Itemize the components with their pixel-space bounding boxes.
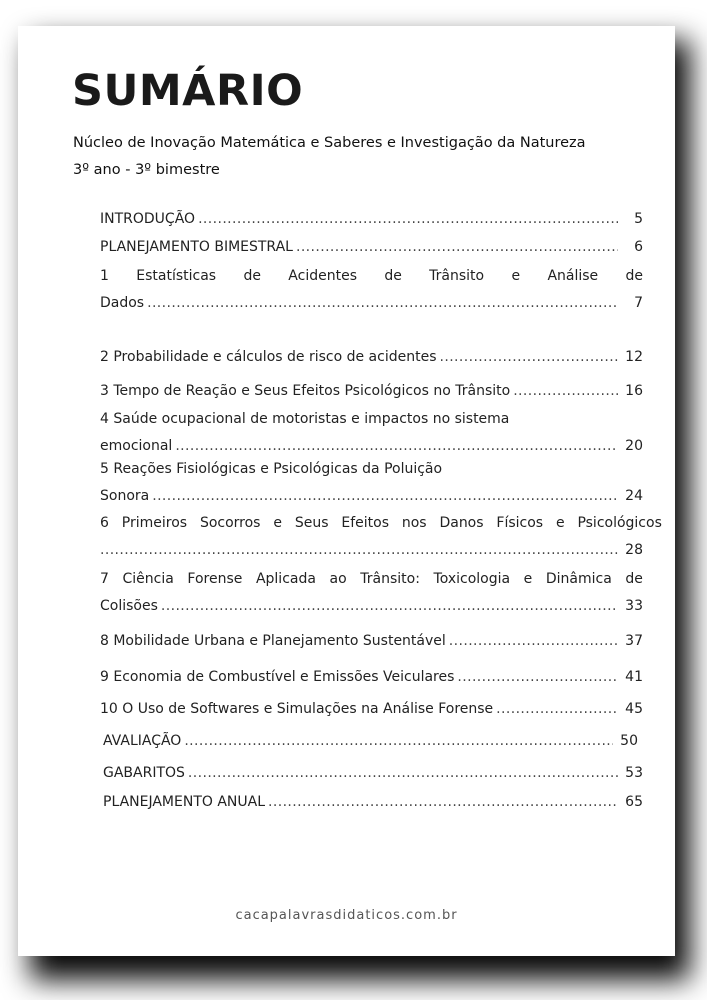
- toc-entry-item-1[interactable]: [100, 263, 643, 317]
- dot-leader: [457, 664, 618, 691]
- toc-word: e: [555, 515, 565, 531]
- toc-page-number: 12: [625, 349, 643, 365]
- toc-entry-item-5[interactable]: [100, 456, 643, 510]
- toc-entry-item-6[interactable]: [100, 510, 662, 564]
- dot-leader: [100, 537, 618, 564]
- toc-word: Ciência: [122, 571, 174, 587]
- toc-label: GABARITOS: [103, 765, 185, 781]
- toc-page-number: 16: [625, 383, 643, 399]
- dot-leader: [161, 593, 618, 620]
- toc-word: Efeitos: [341, 515, 389, 531]
- toc-entry-item-8[interactable]: [100, 628, 643, 655]
- dot-leader: [188, 760, 618, 787]
- toc-page-number: 45: [625, 701, 643, 717]
- toc-word: e: [273, 515, 282, 531]
- toc-label: INTRODUÇÃO: [100, 211, 196, 227]
- toc-entry-item-4[interactable]: [100, 406, 643, 460]
- toc-justified-line: [100, 510, 662, 537]
- dot-leader: [198, 206, 618, 233]
- toc-word: 6: [100, 515, 109, 531]
- toc-word: Dinâmica: [545, 571, 612, 587]
- toc-page-number: 53: [625, 765, 643, 781]
- toc-entry-planejamento-anual[interactable]: [103, 789, 643, 816]
- toc-entry-item-3[interactable]: [100, 378, 643, 405]
- toc-label-continued: Sonora: [100, 488, 150, 504]
- toc-word: Forense: [187, 571, 243, 587]
- toc-page-number: 24: [625, 488, 643, 504]
- dot-leader: [296, 234, 618, 261]
- toc-entry-item-9[interactable]: [100, 664, 643, 691]
- toc-page-number: 37: [625, 633, 643, 649]
- toc-page-number: 33: [625, 598, 643, 614]
- toc-page-number: 28: [625, 542, 643, 558]
- toc-word: Seus: [294, 515, 329, 531]
- dot-leader: [449, 628, 618, 655]
- toc-page-number: 65: [625, 794, 643, 810]
- toc-word: Trânsito:: [360, 571, 420, 587]
- toc-word: e: [523, 571, 533, 587]
- subtitle-grade: 3º ano - 3º bimestre: [73, 162, 220, 178]
- dot-leader: [513, 378, 618, 405]
- toc-word: de: [384, 268, 402, 284]
- toc-word: 7: [100, 571, 109, 587]
- toc-label: 9 Economia de Combustível e Emissões Veiculares: [100, 669, 455, 685]
- toc-page-number: 50: [620, 733, 638, 749]
- toc-word: 1: [100, 268, 109, 284]
- toc-label: 10 O Uso de Softwares e Simulações na Análise Forense: [100, 701, 494, 717]
- toc-word: Psicológicos: [577, 515, 662, 531]
- toc-page-number: 7: [634, 295, 643, 311]
- toc-label: AVALIAÇÃO: [103, 733, 182, 749]
- toc-label-continued: emocional: [100, 438, 173, 454]
- toc-label: 3 Tempo de Reação e Seus Efeitos Psicológicos no Trânsito: [100, 383, 511, 399]
- toc-label: Dados: [100, 295, 145, 311]
- toc-label: PLANEJAMENTO ANUAL: [103, 794, 266, 810]
- toc-word: Primeiros: [121, 515, 188, 531]
- toc-word: Socorros: [199, 515, 261, 531]
- toc-word: de: [625, 571, 643, 587]
- dot-leader: [147, 290, 618, 317]
- toc-entry-avaliacao[interactable]: [103, 728, 638, 755]
- toc-word: Trânsito: [429, 268, 485, 284]
- toc-word: e: [511, 268, 521, 284]
- toc-entry-item-7[interactable]: [100, 566, 643, 620]
- toc-word: ao: [329, 571, 347, 587]
- toc-page-number: 20: [625, 438, 643, 454]
- toc-entry-intro[interactable]: [100, 206, 643, 233]
- toc-word: de: [243, 268, 261, 284]
- toc-label: 4 Saúde ocupacional de motoristas e impactos no sistema: [100, 411, 510, 427]
- footer-website[interactable]: cacapalavrasdidaticos.com.br: [235, 908, 458, 923]
- toc-label: 2 Probabilidade e cálculos de risco de acidentes: [100, 349, 437, 365]
- toc-entry-planejamento-bimestral[interactable]: [100, 234, 643, 261]
- subtitle-course: Núcleo de Inovação Matemática e Saberes e Investigação da Natureza: [73, 135, 586, 151]
- toc-entry-item-2[interactable]: [100, 344, 643, 371]
- toc-word: nos: [401, 515, 427, 531]
- toc-entry-gabaritos[interactable]: [103, 760, 643, 787]
- toc-label: 5 Reações Fisiológicas e Psicológicas da Poluição: [100, 461, 443, 477]
- toc-label: 8 Mobilidade Urbana e Planejamento Sustentável: [100, 633, 446, 649]
- dot-leader: [152, 483, 618, 510]
- dot-leader: [268, 789, 618, 816]
- toc-page-number: 5: [634, 211, 643, 227]
- toc-word: Toxicologia: [433, 571, 511, 587]
- toc-page-number: 41: [625, 669, 643, 685]
- toc-label: PLANEJAMENTO BIMESTRAL: [100, 239, 293, 255]
- toc-word: Físicos: [496, 515, 544, 531]
- dot-leader: [440, 344, 619, 371]
- dot-leader: [184, 728, 613, 755]
- document-page: [18, 26, 675, 956]
- toc-word: Danos: [439, 515, 484, 531]
- subtitle: [73, 130, 586, 184]
- toc-justified-line: [100, 566, 643, 593]
- toc-entry-item-10[interactable]: [100, 696, 643, 723]
- toc-word: Análise: [547, 268, 599, 284]
- page-title: SUMÁRIO: [72, 66, 304, 116]
- toc-page-number: 6: [634, 239, 643, 255]
- dot-leader: [496, 696, 618, 723]
- toc-word: de: [625, 268, 643, 284]
- toc-justified-line: [100, 263, 643, 290]
- toc-word: Acidentes: [288, 268, 357, 284]
- toc-word: Aplicada: [255, 571, 316, 587]
- toc-label: Colisões: [100, 598, 158, 614]
- toc-word: Estatísticas: [136, 268, 217, 284]
